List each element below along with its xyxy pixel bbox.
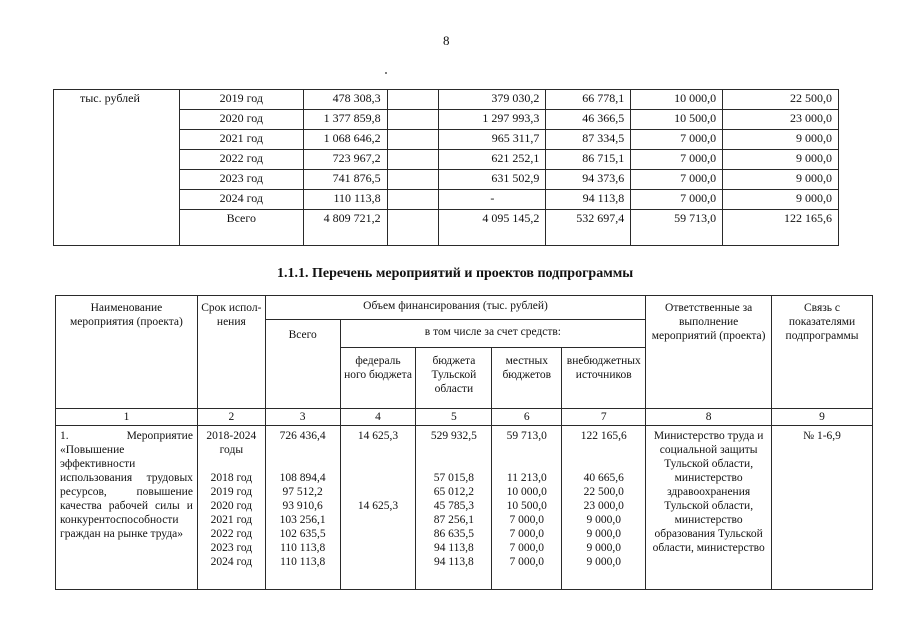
activity-extra: 122 165,6 40 665,6 22 500,0 23 000,0 9 000,0 9 000,0 9 000,0 9 000,0 (562, 426, 646, 590)
header-name: Наименование мероприятия (проекта) (56, 296, 198, 409)
scan-speck (385, 72, 387, 74)
activities-table (55, 295, 873, 590)
activity-regional: 529 932,5 57 015,8 65 012,2 45 785,3 87 256,1 86 635,5 94 113,8 94 113,8 (416, 426, 492, 590)
header-local: местных бюджетов (492, 348, 562, 409)
table-row: 2020 год 1 377 859,8 1 297 993,3 46 366,5 10 500,0 23 000,0 (54, 110, 839, 130)
page-number: 8 (443, 33, 450, 48)
table-row: 2024 год 110 113,8 - 94 113,8 7 000,0 9 000,0 (54, 190, 839, 210)
activity-term: 2018-2024 годы 2018 год 2019 год 2020 год 2021 год 2022 год 2023 год 2024 год (197, 426, 265, 590)
unit-label: тыс. рублей (54, 90, 180, 246)
table-row-total: Всего 4 809 721,2 4 095 145,2 532 697,4 59 713,0 122 165,6 (54, 210, 839, 246)
column-number-row: 1 2 3 4 5 6 7 8 9 (56, 409, 873, 426)
activity-local: 59 713,0 11 213,0 10 000,0 10 500,0 7 000,0 7 000,0 7 000,0 7 000,0 (492, 426, 562, 590)
activity-federal: 14 625,3 14 625,3 (340, 426, 416, 590)
header-link: Связь с показателями подпрограммы (772, 296, 873, 409)
header-extra: внебюджетных источников (562, 348, 646, 409)
header-regional: бюджета Тульской области (416, 348, 492, 409)
table-row: 2022 год 723 967,2 621 252,1 86 715,1 7 000,0 9 000,0 (54, 150, 839, 170)
header-row (56, 296, 873, 320)
activity-total: 726 436,4 108 894,4 97 512,2 93 910,6 103 256,1 102 635,5 110 113,8 110 113,8 (265, 426, 340, 590)
table-row (56, 426, 873, 590)
header-financing: Объем финансирования (тыс. рублей) (265, 296, 645, 320)
table-row: 2021 год 1 068 646,2 965 311,7 87 334,5 7 000,0 9 000,0 (54, 130, 839, 150)
header-including: в том числе за счет средств: (340, 320, 646, 348)
header-responsible: Ответственные за выполнение мероприятий (проекта) (646, 296, 772, 409)
table-row: тыс. рублей 2019 год 478 308,3 379 030,2 66 778,1 10 000,0 22 500,0 (54, 90, 839, 110)
section-title: 1.1.1. Перечень мероприятий и проектов подпрограммы (277, 266, 634, 281)
activity-name: 1. Мероприятие «Повышение эффективности использования трудовых ресурсов, повышение качества рабочей силы и конкурентоспособности граждан на рынке труда» (56, 426, 198, 590)
header-term: Срок испол-нения (197, 296, 265, 409)
funding-summary-table (53, 89, 839, 246)
table-row: 2023 год 741 876,5 631 502,9 94 373,6 7 000,0 9 000,0 (54, 170, 839, 190)
header-total: Всего (265, 320, 340, 409)
activity-link: № 1-6,9 (772, 426, 873, 590)
activity-responsible: Министерство труда и социальной защиты Тульской области, министерство здравоохранения Тульской области, министерство образования Тульской области, министерство (646, 426, 772, 590)
header-federal: федераль ного бюджета (340, 348, 416, 409)
